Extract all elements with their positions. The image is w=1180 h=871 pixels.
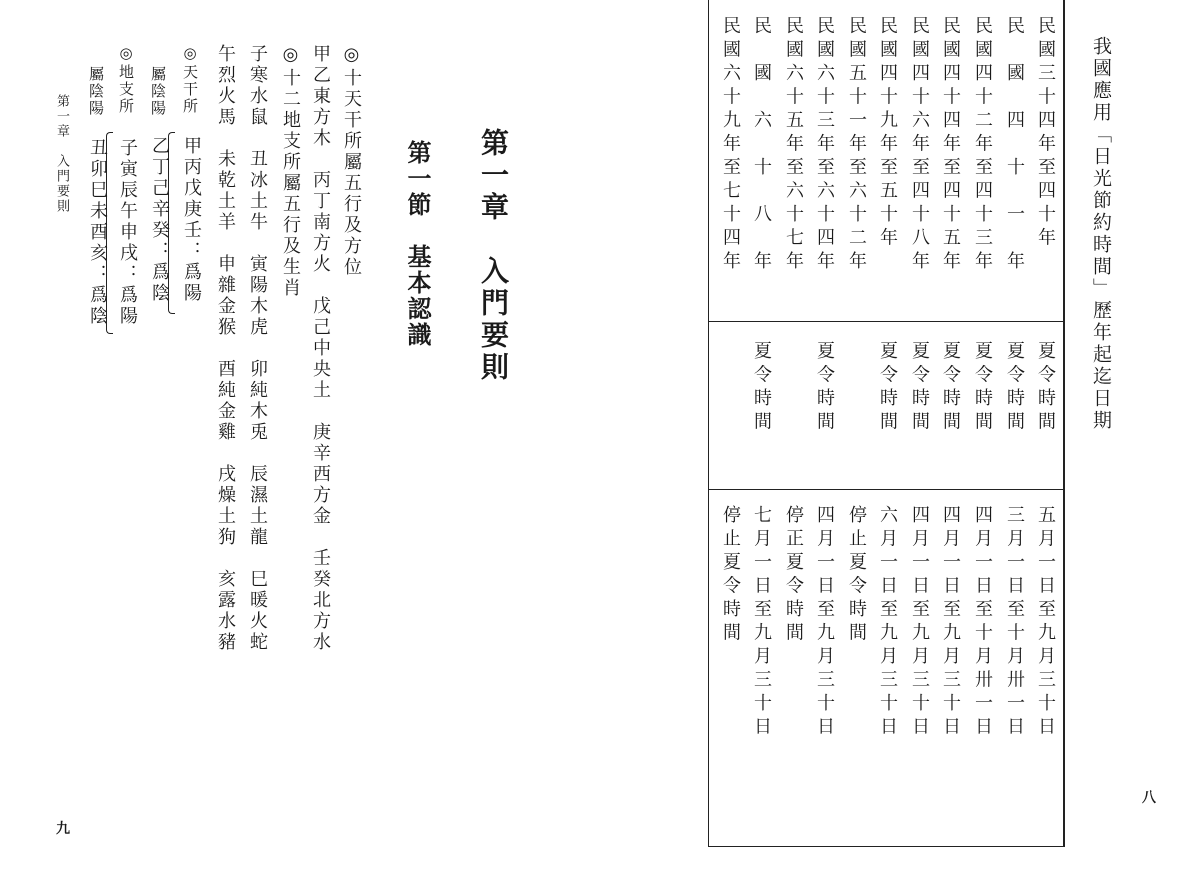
text-column: 子寅辰午申戌：爲陽	[117, 138, 138, 327]
type-cell: 夏令時間	[877, 341, 898, 435]
text-column: 屬陰陽	[149, 66, 167, 117]
date-cell: 停止夏令時間	[846, 505, 867, 646]
page-number: 九	[56, 821, 70, 837]
text-column: ◎天干所	[181, 44, 199, 115]
chapter-title: 第一章 入門要則	[477, 128, 510, 384]
date-cell: 四月一日至九月三十日	[814, 505, 835, 740]
text-column: 甲乙東方木 丙丁南方火 戊己中央土 庚辛西方金 壬癸北方水	[310, 44, 331, 653]
text-column: ◎十天干所屬五行及方位	[341, 44, 362, 278]
text-column: 丑卯巳未酉亥：爲陰	[87, 138, 108, 327]
type-cell: 夏令時間	[909, 341, 930, 435]
year-cell: 民國六十九年至七十四年	[720, 16, 741, 275]
date-cell: 三月一日至十月卅一日	[1004, 505, 1025, 740]
date-cell: 五月一日至九月三十日	[1035, 505, 1056, 740]
text-column: 乙丁己辛癸：爲陰	[149, 136, 170, 304]
type-cell: 夏令時間	[751, 341, 772, 435]
year-cell: 民國六十五年至六十七年	[783, 16, 804, 275]
date-cell: 六月一日至九月三十日	[877, 505, 898, 740]
date-cell: 停止夏令時間	[720, 505, 741, 646]
year-cell: 民國五十一年至六十二年	[846, 16, 867, 275]
text-column: 屬陰陽	[87, 66, 105, 117]
running-head: 第一章 入門要則	[54, 94, 69, 214]
type-cell: 夏令時間	[1035, 341, 1056, 435]
date-cell: 四月一日至九月三十日	[940, 505, 961, 740]
year-cell: 民國四十九年至五十年	[877, 16, 898, 251]
type-cell: 夏令時間	[972, 341, 993, 435]
text-column: 午烈火馬 未乾土羊 申雜金猴 酉純金雞 戌燥土狗 亥露水豬	[215, 44, 236, 653]
year-cell: 民國三十四年至四十年	[1035, 16, 1056, 251]
year-cell: 民 國 四 十 一 年	[1004, 16, 1025, 275]
title-divider	[1064, 0, 1065, 847]
section-title: 第一節 基本認識	[403, 140, 432, 348]
type-cell: 夏令時間	[814, 341, 835, 435]
right-page	[590, 0, 1180, 871]
year-cell: 民國六十三年至六十四年	[814, 16, 835, 275]
year-cell: 民 國 六 十 八 年	[751, 16, 772, 275]
year-cell: 民國四十四年至四十五年	[940, 16, 961, 275]
text-column: ◎十二地支所屬五行及生肖	[280, 44, 301, 299]
table-divider	[708, 321, 1063, 322]
table-title: 我國應用「日光節約時間」歷年起迄日期	[1090, 36, 1112, 432]
date-cell: 七月一日至九月三十日	[751, 505, 772, 740]
page-number: 八	[1142, 790, 1156, 806]
year-cell: 民國四十二年至四十三年	[972, 16, 993, 275]
date-cell: 四月一日至十月卅一日	[972, 505, 993, 740]
table-divider	[708, 489, 1063, 490]
type-cell: 夏令時間	[940, 341, 961, 435]
date-cell: 四月一日至九月三十日	[909, 505, 930, 740]
type-cell: 夏令時間	[1004, 341, 1025, 435]
text-column: 甲丙戊庚壬：爲陽	[181, 136, 202, 304]
year-cell: 民國四十六年至四十八年	[909, 16, 930, 275]
text-column: 子寒水鼠 丑冰土牛 寅陽木虎 卯純木兎 辰濕土龍 巳暖火蛇	[247, 44, 268, 653]
text-column: ◎地支所	[117, 44, 135, 115]
date-cell: 停正夏令時間	[783, 505, 804, 646]
